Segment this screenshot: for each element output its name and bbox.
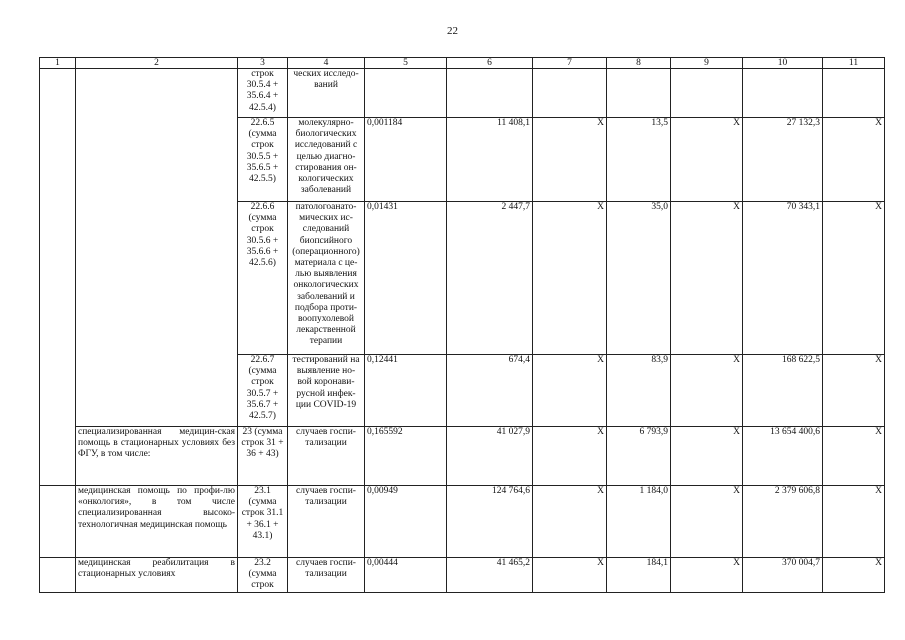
row-code-cell: 23.1 (сумма строк 31.1 + 36.1 + 43.1) <box>238 486 288 558</box>
col7-cell: X <box>533 427 607 486</box>
col9-cell: X <box>671 202 743 355</box>
col9-cell: X <box>671 558 743 593</box>
row-label-cell: специализированная медицин-ская помощь в стационарных условиях без ФГУ, в том числе: <box>76 427 238 486</box>
col7-cell: X <box>533 486 607 558</box>
row-code-cell: 23 (сумма строк 31 + 36 + 43) <box>238 427 288 486</box>
cost-cell: 674,4 <box>447 355 533 427</box>
table-row <box>40 486 885 558</box>
col7-cell <box>533 69 607 118</box>
row-label-cell <box>76 69 238 427</box>
col7-cell: X <box>533 558 607 593</box>
data-table <box>39 57 885 593</box>
table-row <box>40 558 885 593</box>
col9-cell: X <box>671 355 743 427</box>
cost-cell: 2 447,7 <box>447 202 533 355</box>
unit-cell: тестирований на выявление но-вой коронави-русной инфек-ции COVID-19 <box>288 355 365 427</box>
row-code-cell: строк 30.5.4 + 35.6.4 + 42.5.4) <box>238 69 288 118</box>
row-index-cell <box>40 558 76 593</box>
header-cell: 5 <box>365 58 447 69</box>
row-label-cell: медицинская реабилитация в стационарных условиях <box>76 558 238 593</box>
cost-cell <box>447 69 533 118</box>
unit-cell: случаев госпи-тализации <box>288 427 365 486</box>
col11-cell: X <box>823 355 885 427</box>
col10-cell: 168 622,5 <box>743 355 823 427</box>
header-row <box>40 58 885 69</box>
col10-cell: 27 132,3 <box>743 118 823 202</box>
col8-cell: 184,1 <box>607 558 671 593</box>
unit-cell: случаев госпи-тализации <box>288 486 365 558</box>
row-code-cell: 22.6.5 (сумма строк 30.5.5 + 35.6.5 + 42.5.5) <box>238 118 288 202</box>
header-cell: 10 <box>743 58 823 69</box>
row-label-cell: медицинская помощь по профи-лю «онкология», в том числе специализированная высоко-технологичная медицинская помощь <box>76 486 238 558</box>
header-cell: 1 <box>40 58 76 69</box>
col7-cell: X <box>533 202 607 355</box>
unit-cell: молекулярно-биологических исследований с целью диагно-стирования он-кологических заболеваний <box>288 118 365 202</box>
col11-cell: X <box>823 202 885 355</box>
row-code-cell: 22.6.7 (сумма строк 30.5.7 + 35.6.7 + 42.5.7) <box>238 355 288 427</box>
header-cell: 2 <box>76 58 238 69</box>
header-cell: 6 <box>447 58 533 69</box>
col8-cell: 13,5 <box>607 118 671 202</box>
norm-cell: 0,165592 <box>365 427 447 486</box>
col11-cell: X <box>823 486 885 558</box>
row-code-cell: 22.6.6 (сумма строк 30.5.6 + 35.6.6 + 42.5.6) <box>238 202 288 355</box>
col8-cell: 35,0 <box>607 202 671 355</box>
header-cell: 7 <box>533 58 607 69</box>
unit-cell: ческих исследо-ваний <box>288 69 365 118</box>
col11-cell: X <box>823 427 885 486</box>
col9-cell: X <box>671 427 743 486</box>
col9-cell: X <box>671 486 743 558</box>
header-cell: 3 <box>238 58 288 69</box>
norm-cell: 0,01431 <box>365 202 447 355</box>
header-cell: 9 <box>671 58 743 69</box>
table-row <box>40 69 885 118</box>
table-row <box>40 427 885 486</box>
norm-cell: 0,12441 <box>365 355 447 427</box>
col8-cell: 83,9 <box>607 355 671 427</box>
col8-cell: 1 184,0 <box>607 486 671 558</box>
cost-cell: 11 408,1 <box>447 118 533 202</box>
header-cell: 4 <box>288 58 365 69</box>
cost-cell: 41 027,9 <box>447 427 533 486</box>
col10-cell <box>743 69 823 118</box>
col9-cell <box>671 69 743 118</box>
col10-cell: 370 004,7 <box>743 558 823 593</box>
cost-cell: 41 465,2 <box>447 558 533 593</box>
col10-cell: 13 654 400,6 <box>743 427 823 486</box>
col7-cell: X <box>533 118 607 202</box>
unit-cell: патологоанато-мических ис-следований биопсийного (операционного) материала с це-лью выявления онкологических заболеваний и подбора проти-воопухолевой лекарственной терапии <box>288 202 365 355</box>
unit-cell: случаев госпи-тализации <box>288 558 365 593</box>
col10-cell: 70 343,1 <box>743 202 823 355</box>
header-cell: 11 <box>823 58 885 69</box>
norm-cell: 0,001184 <box>365 118 447 202</box>
col11-cell: X <box>823 558 885 593</box>
row-index-cell <box>40 69 76 486</box>
norm-cell: 0,00949 <box>365 486 447 558</box>
col11-cell <box>823 69 885 118</box>
page-number: 22 <box>447 25 458 37</box>
col8-cell <box>607 69 671 118</box>
header-cell: 8 <box>607 58 671 69</box>
norm-cell <box>365 69 447 118</box>
row-index-cell <box>40 486 76 558</box>
col9-cell: X <box>671 118 743 202</box>
norm-cell: 0,00444 <box>365 558 447 593</box>
col10-cell: 2 379 606,8 <box>743 486 823 558</box>
col7-cell: X <box>533 355 607 427</box>
col11-cell: X <box>823 118 885 202</box>
cost-cell: 124 764,6 <box>447 486 533 558</box>
row-code-cell: 23.2 (сумма строк <box>238 558 288 593</box>
col8-cell: 6 793,9 <box>607 427 671 486</box>
